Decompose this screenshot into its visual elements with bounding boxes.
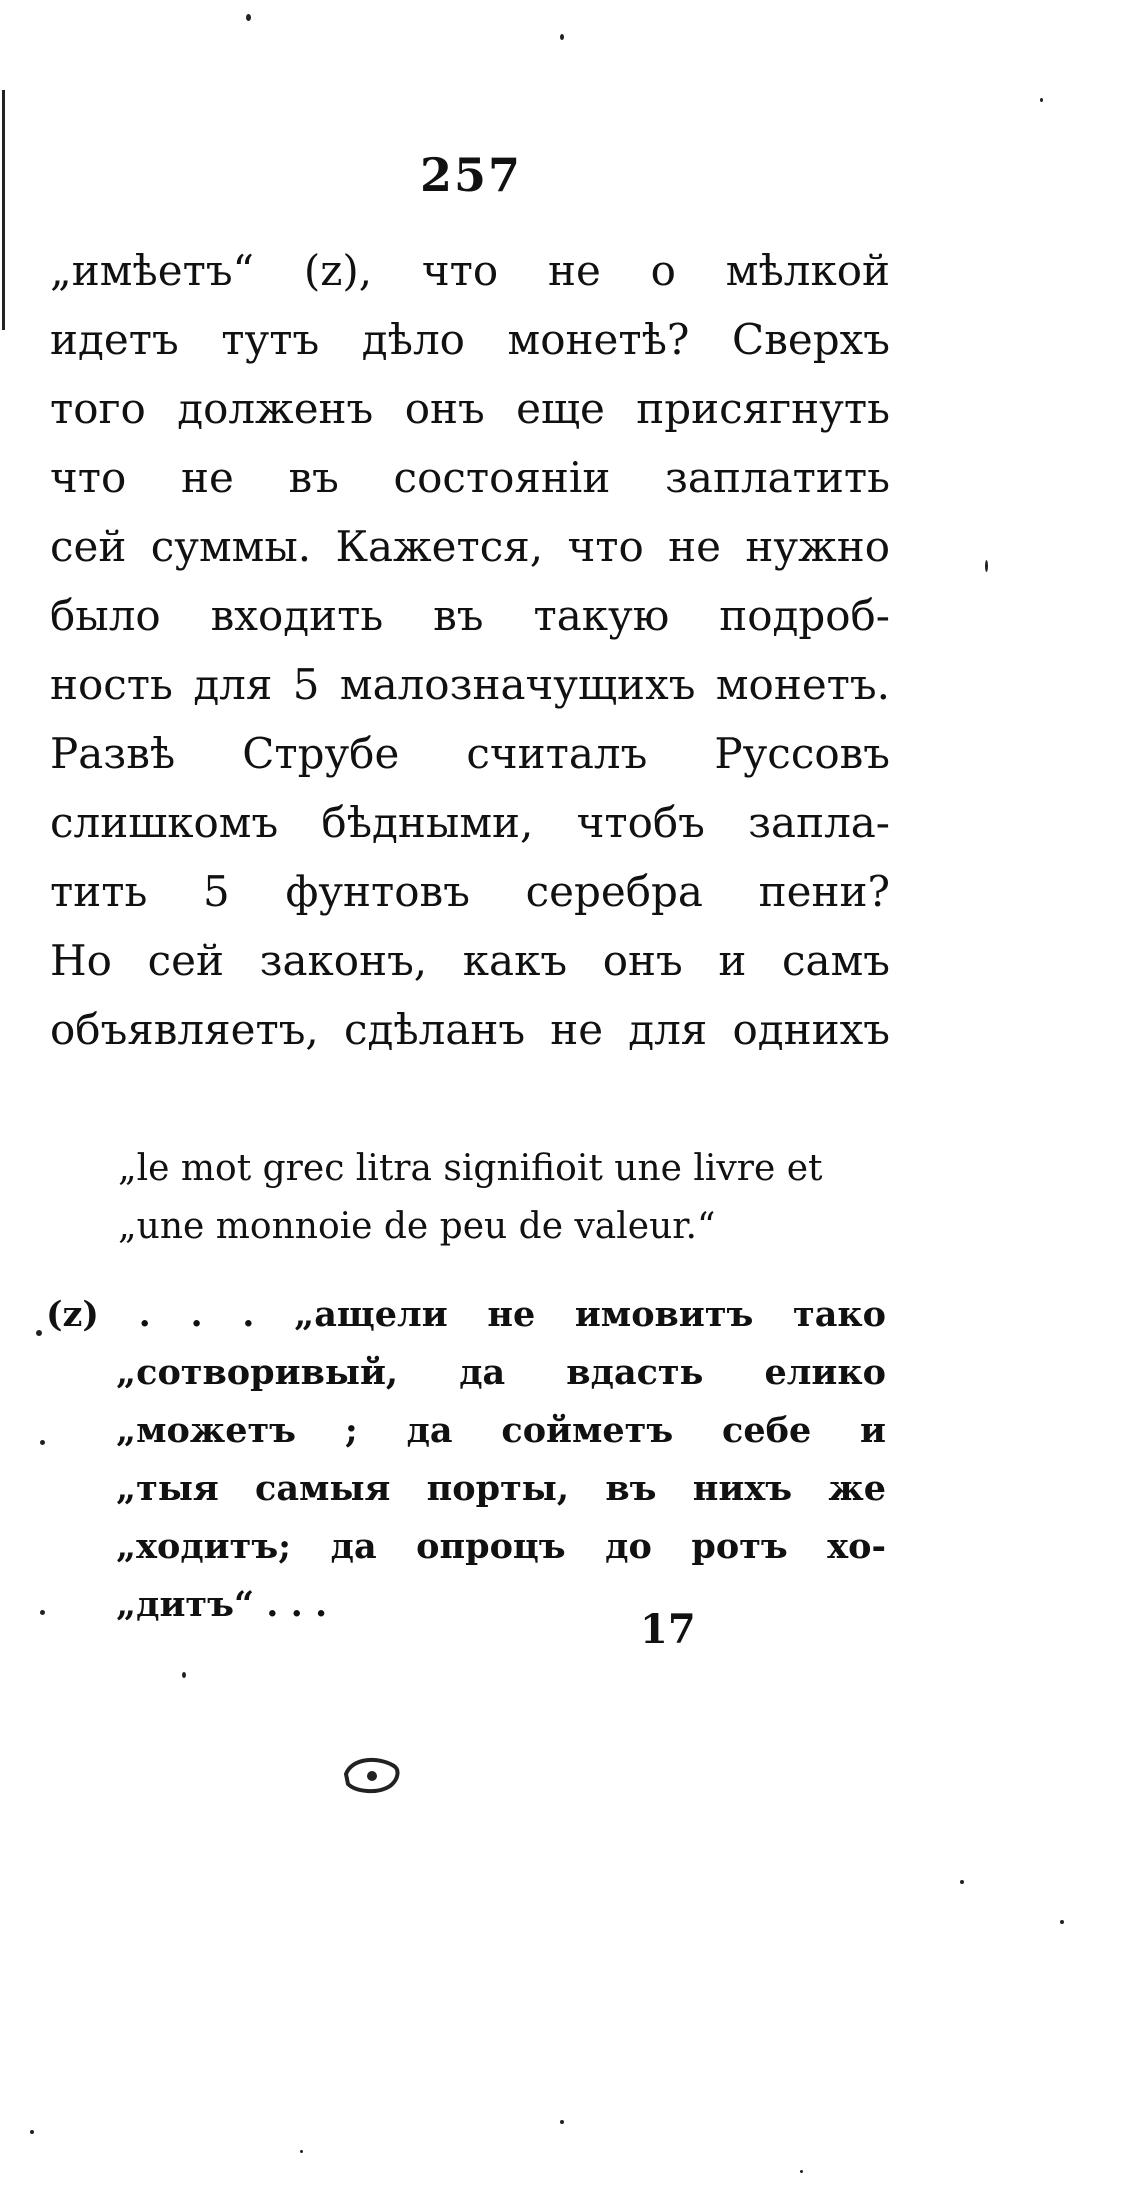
body-line: „имѣетъ“ (z), что не о мѣлкой <box>50 246 890 295</box>
signature-mark: 17 <box>640 1606 696 1653</box>
footnote-line: „тыя самыя порты, въ нихъ же <box>116 1468 886 1509</box>
ink-speck <box>985 560 988 572</box>
ink-speck <box>560 34 564 40</box>
body-text <box>50 236 890 1064</box>
body-line: Развѣ Струбе считалъ Руссовъ <box>50 729 890 778</box>
body-line: было входить въ такую подроб- <box>50 591 890 640</box>
ink-speck <box>36 1330 42 1336</box>
body-line: ность для 5 малозначущихъ монетъ. <box>50 660 890 709</box>
body-line: тить 5 фунтовъ серебра пени? <box>50 867 890 916</box>
ink-speck <box>960 1880 964 1884</box>
page-number: 257 <box>420 148 523 202</box>
ornament-icon <box>338 1750 408 1800</box>
footnote-z-marker: (z) <box>46 1294 99 1335</box>
ink-speck <box>1040 98 1043 102</box>
ink-speck <box>40 1610 45 1615</box>
footnote-line: „ходитъ; да опроцъ до ротъ хо- <box>116 1526 886 1567</box>
footnote-line: „le mot grec litra signifioit une livre et <box>118 1148 823 1189</box>
footnote-line: „une monnoie de peu de valeur.“ <box>118 1206 716 1247</box>
ink-speck <box>300 2150 303 2153</box>
body-line: объявляетъ, сдѣланъ не для однихъ <box>50 1005 890 1054</box>
body-line: идетъ тутъ дѣло монетѣ? Сверхъ <box>50 315 890 364</box>
footnote-line: „сотворивый, да вдасть елико <box>116 1352 886 1393</box>
ink-speck <box>40 1440 45 1445</box>
ink-speck <box>246 14 251 21</box>
body-line: Но сей законъ, какъ онъ и самъ <box>50 936 890 985</box>
footnote-line: „можетъ ; да сойметъ себе и <box>116 1410 886 1451</box>
page-edge-rule <box>2 90 5 330</box>
footnote-z <box>46 1286 886 1634</box>
footnote-line <box>46 1286 886 1344</box>
ink-speck <box>560 2120 564 2124</box>
ink-speck <box>800 2170 803 2173</box>
body-line: что не въ состояніи заплатить <box>50 453 890 502</box>
ink-speck <box>182 1672 186 1678</box>
footnote-french-quote <box>118 1140 886 1256</box>
body-line: того долженъ онъ еще присягнуть <box>50 384 890 433</box>
body-line: слишкомъ бѣдными, чтобъ запла- <box>50 798 890 847</box>
footnote-line: „дитъ“ . . . <box>116 1584 328 1625</box>
ink-speck <box>1060 1920 1064 1924</box>
ink-speck <box>30 2130 34 2134</box>
body-line: сей суммы. Кажется, что не нужно <box>50 522 890 571</box>
footnote-z-first-line: . . . „ащели не имовитъ тако <box>138 1294 886 1335</box>
